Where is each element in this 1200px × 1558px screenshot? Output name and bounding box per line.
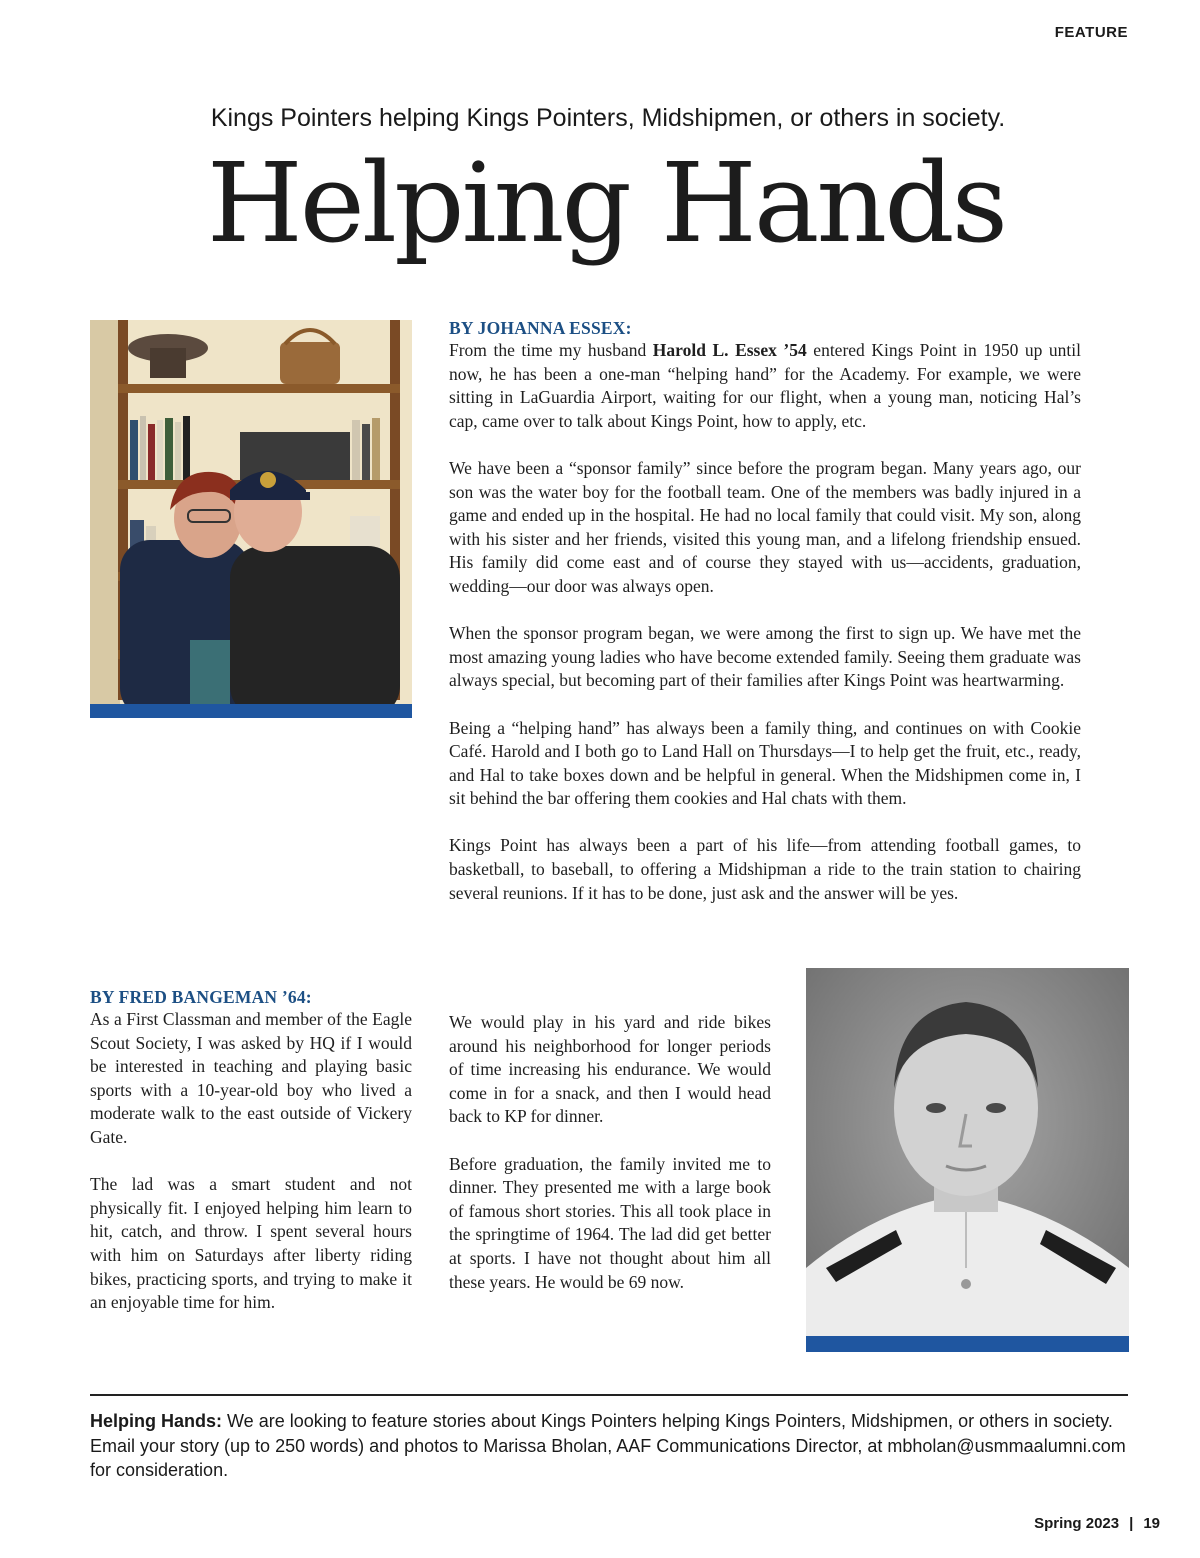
- page-title: Helping Hands: [206, 139, 1006, 267]
- submission-note-text: We are looking to feature stories about Kings Pointers helping Kings Pointers, Midshipmen, or others in society. Email your story (up to 250 words) and photos to Marissa Bholan, AAF Communications Director, at mbholan@usmmaalumni.com for consideration.: [90, 1411, 1126, 1480]
- essex-paragraph-5: Kings Point has always been a part of his life—from attending football games, to basketball, to baseball, to offering a Midshipman a ride to the train station to chairing several reunions. If it has to be done, just ask and the answer will be yes.: [449, 835, 1081, 903]
- page-number: 19: [1143, 1515, 1160, 1532]
- essex-byline: BY JOHANNA ESSEX:: [449, 318, 632, 338]
- essex-paragraph-2: We have been a “sponsor family” since before the program began. Many years ago, our son was the water boy for the football team. One of the members was badly injured in a game and ended up in the hospital. He had no local family that could visit. My son, along with his sister and her friends, visited this young man, and a lifelong friendship ensued. His family did come east and of course they stayed with us—accidents, graduation, wedding—our door was always open.: [449, 457, 1081, 596]
- couple-photo: [90, 320, 412, 718]
- essex-article: [449, 318, 1081, 929]
- bangeman-paragraph-4: Before graduation, the family invited me to dinner. They presented me with a large book of famous short stories. This all took place in the springtime of 1964. The lad did get better at sports. I have not thought about him all these years. He would be 69 now.: [449, 1153, 771, 1292]
- footer-divider: [90, 1394, 1128, 1396]
- kicker: Kings Pointers helping Kings Pointers, Midshipmen, or others in society.: [210, 104, 1006, 132]
- bangeman-paragraph-3: We would play in his yard and ride bikes around his neighborhood for longer periods of time increasing his endurance. We would come in for a snack, and then I would head back to KP for dinner.: [449, 1012, 771, 1127]
- bangeman-byline: BY FRED BANGEMAN ’64:: [90, 987, 312, 1007]
- page-folio: [1034, 1515, 1160, 1532]
- bangeman-article-col1: [90, 987, 412, 1338]
- submission-note-label: Helping Hands:: [90, 1411, 223, 1431]
- section-label: FEATURE: [1054, 24, 1128, 41]
- folio-separator: |: [1129, 1515, 1134, 1532]
- essex-paragraph-1: [449, 339, 1081, 433]
- bangeman-paragraph-1: As a First Classman and member of the Eagle Scout Society, I was asked by HQ if I would be interested in teaching and playing basic sports with a 10-year-old boy who lived a moderate walk to the east outside of Vickery Gate.: [90, 1009, 412, 1147]
- bangeman-article-col2: [449, 1011, 771, 1318]
- portrait-photo: [806, 968, 1129, 1352]
- bangeman-paragraph-2: The lad was a smart student and not physically fit. I enjoyed helping him learn to hit, catch, and throw. I spent several hours with him on Saturdays after liberty riding bikes, practicing sports, and trying to make it an enjoyable time for him.: [90, 1174, 412, 1313]
- essex-name: Harold L. Essex ’54: [652, 340, 807, 360]
- essex-paragraph-4: Being a “helping hand” has always been a family thing, and continues on with Cookie Café. Harold and I both go to Land Hall on Thursdays—I to help get the fruit, etc., ready, and Hal to take boxes down and be helpful in general. When the Midshipmen come in, I sit behind the bar offering them cookies and Hal chats with them.: [449, 717, 1081, 809]
- essex-p1-lead: From the time my husband: [449, 340, 653, 360]
- submission-note: [90, 1409, 1130, 1483]
- essex-p1-rest: entered Kings Point in 1950 up until now, he has been a one-man “helping hand” for the Academy. For example, we were sitting in LaGuardia Airport, waiting for our flight, when a young man, noticing Hal’s cap, came over to talk about Kings Point, how to apply, etc.: [449, 340, 1081, 431]
- issue-label: Spring 2023: [1034, 1515, 1120, 1532]
- essex-paragraph-3: When the sponsor program began, we were among the first to sign up. We have met the most amazing young ladies who have become extended family. Seeing them graduate was always special, but becoming part of their families after Kings Point was heartwarming.: [449, 623, 1081, 691]
